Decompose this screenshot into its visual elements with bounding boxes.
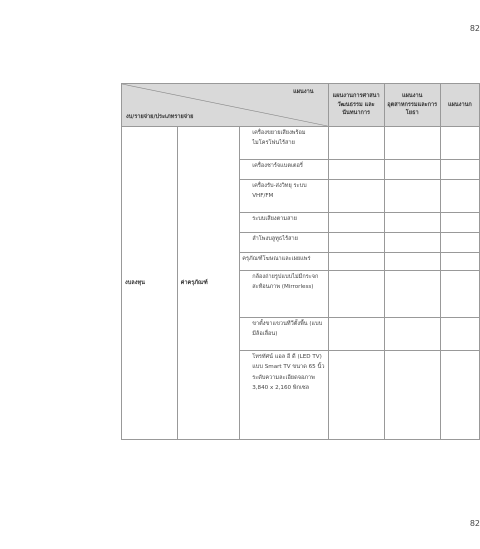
column-header-industry-works: แผนงาน อุตสาหกรรมและการโยธา (384, 84, 440, 127)
page-number-top: 82 (469, 24, 480, 33)
column-header-truncated: แผนงานก (440, 84, 479, 127)
table-row: เครื่องขยายเสียงพร้อมไมโครโฟนไร้สาย (240, 127, 328, 160)
table-row: โทรทัศน์ แอล อี ดี (LED TV) แบบ Smart TV ขนาด 65 นิ้ว ระดับความละเอียดจอภาพ 3,840 x 2,160 พิกเซล (240, 351, 328, 440)
table-row: เครื่องรับ-ส่งวิทยุ ระบบ VHF/FM (240, 180, 328, 213)
category-cell: งบลงทุน (122, 127, 178, 440)
table-row: ลำโพงบลูทูธไร้สาย (240, 233, 328, 253)
budget-label: งบ/รายจ่าย/ประเภทรายจ่าย (126, 114, 194, 121)
table-row: เครื่องชาร์จแบตเตอรี่ (240, 160, 328, 180)
plan-label: แผนงาน (293, 89, 314, 95)
page-number-bottom: 82 (469, 519, 480, 528)
table-row: กล้องถ่ายรูปแบบไม่มีกระจกสะท้อนภาพ (Mirrorless) (240, 271, 328, 318)
table-row: ขาตั้งขาแขวนทีวีตั้งพื้น (แบบมีล้อเลื่อน) (240, 318, 328, 351)
budget-table (121, 83, 480, 440)
table-row: ระบบเสียงตามสาย (240, 213, 328, 233)
column-header-religion-culture: แผนงานการศาสนา วัฒนธรรม และนันทนาการ (328, 84, 384, 127)
subcategory-cell: ค่าครุภัณฑ์ (177, 127, 240, 440)
table-row: ครุภัณฑ์โฆษณาและเผยแพร่ (240, 253, 328, 271)
diagonal-header-cell (122, 84, 329, 127)
